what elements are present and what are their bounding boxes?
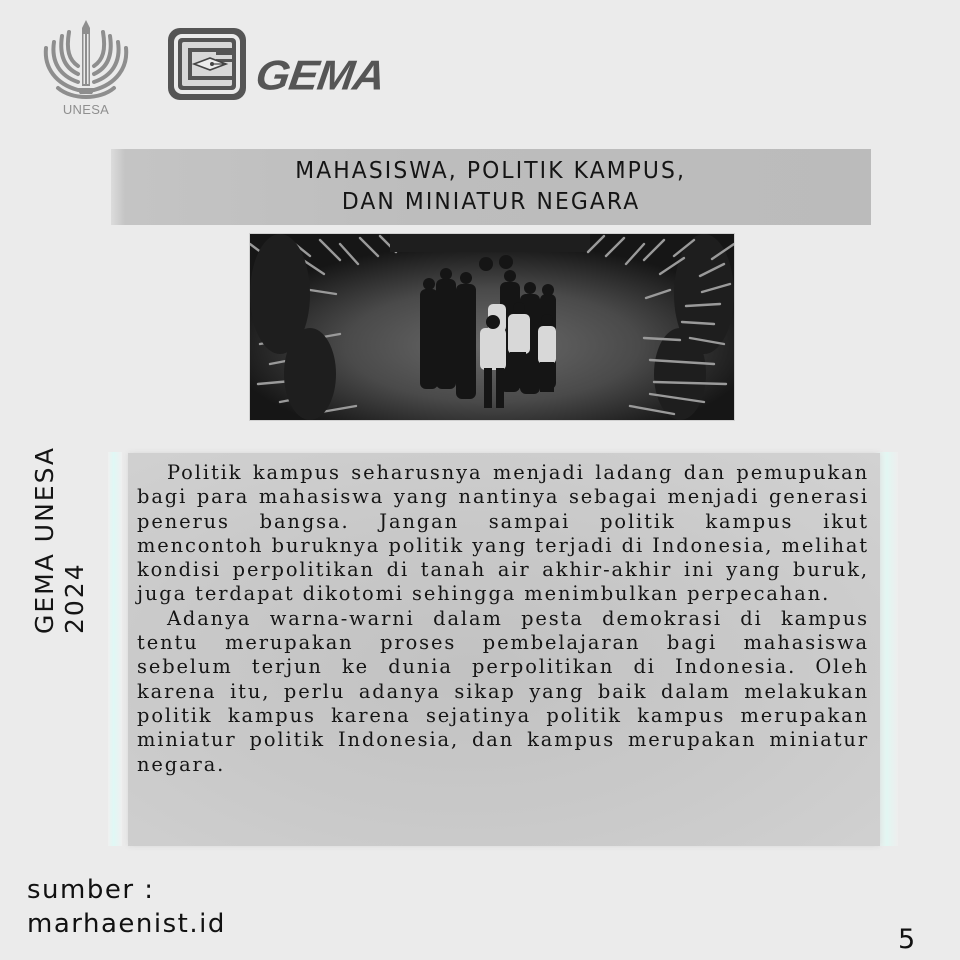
paragraph-1: Politik kampus seharusnya menjadi ladang dan pemupukan bagi para mahasiswa yang nantinya sebagai menjadi generasi penerus bangsa. Jangan sampai politik kampus ikut mencontoh buruknya politik yang terjadi di Indonesia, melihat kondisi perpolitikan di tanah air akhir-akhir ini yang buruk, juga terdapat dikotomi sehingga menimbulkan perpecahan.: [137, 461, 869, 606]
gema-wordmark: GEMA: [252, 52, 388, 99]
unesa-logo: [38, 18, 134, 118]
source-label: sumber :: [27, 875, 155, 905]
article-text-box: [128, 453, 880, 846]
left-glow-edge: [108, 452, 122, 846]
side-label-line-1: GEMA UNESA: [30, 445, 59, 635]
title-line-1: MAHASISWA, POLITIK KAMPUS,: [295, 158, 687, 184]
page-number: 5: [898, 924, 916, 955]
gema-pen-nib-icon: [166, 26, 250, 102]
title-line-2: DAN MINIATUR NEGARA: [341, 189, 641, 215]
source-credit: [27, 873, 226, 941]
crowd-pointing-photo: [250, 234, 734, 420]
side-label-text: [30, 446, 90, 634]
hero-image: [249, 233, 735, 421]
side-label-line-2: 2024: [60, 562, 89, 635]
unesa-label: UNESA: [62, 102, 110, 117]
side-label: [20, 430, 100, 650]
title-banner: [111, 149, 871, 225]
article-body: [137, 461, 869, 777]
source-value: marhaenist.id: [27, 909, 226, 939]
paragraph-2: Adanya warna-warni dalam pesta demokrasi di kampus tentu merupakan proses pembelajaran bagi mahasiswa sebelum terjun ke dunia perpolitikan di Indonesia. Oleh karena itu, perlu adanya sikap yang baik dalam melakukan politik kampus karena sejatinya politik kampus merupakan miniatur politik Indonesia, dan kampus merupakan miniatur negara.: [137, 606, 869, 776]
gema-logo: [166, 26, 406, 106]
unesa-wings-icon: [38, 18, 134, 102]
